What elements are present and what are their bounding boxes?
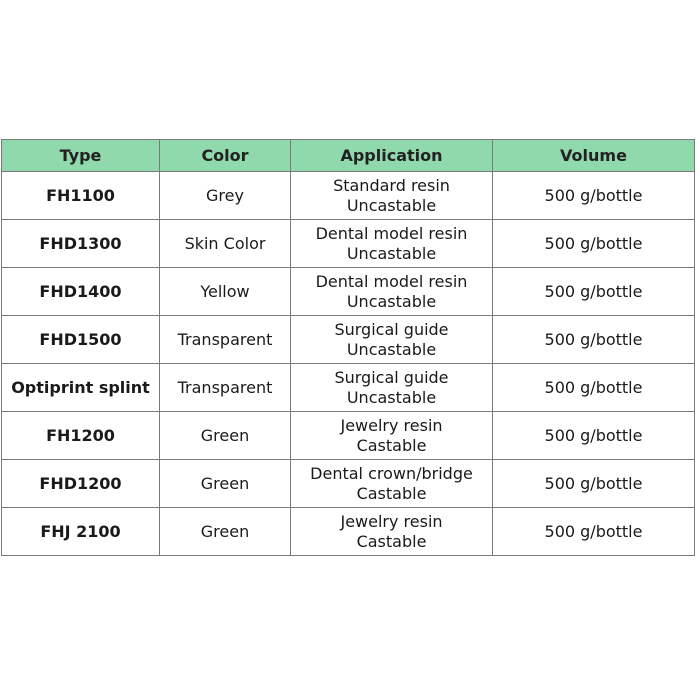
color-cell: Green bbox=[160, 460, 291, 508]
table-row bbox=[2, 220, 695, 268]
volume-cell: 500 g/bottle bbox=[493, 460, 695, 508]
table-row bbox=[2, 364, 695, 412]
color-cell: Green bbox=[160, 412, 291, 460]
type-cell: FH1200 bbox=[2, 412, 160, 460]
type-cell: FHD1200 bbox=[2, 460, 160, 508]
application-cell bbox=[291, 508, 493, 556]
header-type: Type bbox=[2, 140, 160, 172]
color-cell: Transparent bbox=[160, 316, 291, 364]
table-body bbox=[2, 172, 695, 556]
table-row bbox=[2, 508, 695, 556]
table-row bbox=[2, 172, 695, 220]
type-cell: Optiprint splint bbox=[2, 364, 160, 412]
application-line: Surgical guide bbox=[334, 367, 449, 387]
type-cell: FHD1400 bbox=[2, 268, 160, 316]
application-castability: Castable bbox=[356, 483, 427, 503]
application-castability: Uncastable bbox=[346, 387, 437, 407]
header-volume: Volume bbox=[493, 140, 695, 172]
application-cell bbox=[291, 172, 493, 220]
table-row bbox=[2, 316, 695, 364]
application-line: Jewelry resin bbox=[340, 511, 443, 531]
application-line: Jewelry resin bbox=[340, 415, 443, 435]
resin-spec-table bbox=[1, 139, 695, 556]
table-header bbox=[2, 140, 695, 172]
application-cell bbox=[291, 460, 493, 508]
type-cell: FHD1300 bbox=[2, 220, 160, 268]
table-row bbox=[2, 460, 695, 508]
application-castability: Uncastable bbox=[346, 339, 437, 359]
application-castability: Castable bbox=[356, 435, 427, 455]
volume-cell: 500 g/bottle bbox=[493, 316, 695, 364]
volume-cell: 500 g/bottle bbox=[493, 268, 695, 316]
color-cell: Skin Color bbox=[160, 220, 291, 268]
application-castability: Uncastable bbox=[346, 243, 437, 263]
application-cell bbox=[291, 316, 493, 364]
application-cell bbox=[291, 412, 493, 460]
header-application: Application bbox=[291, 140, 493, 172]
header-row bbox=[2, 140, 695, 172]
volume-cell: 500 g/bottle bbox=[493, 412, 695, 460]
application-line: Dental model resin bbox=[315, 271, 468, 291]
application-castability: Castable bbox=[356, 531, 427, 551]
color-cell: Transparent bbox=[160, 364, 291, 412]
application-cell bbox=[291, 268, 493, 316]
volume-cell: 500 g/bottle bbox=[493, 220, 695, 268]
color-cell: Grey bbox=[160, 172, 291, 220]
application-line: Dental model resin bbox=[315, 223, 468, 243]
application-cell bbox=[291, 364, 493, 412]
table-row bbox=[2, 412, 695, 460]
application-line: Surgical guide bbox=[334, 319, 449, 339]
volume-cell: 500 g/bottle bbox=[493, 508, 695, 556]
application-castability: Uncastable bbox=[346, 195, 437, 215]
application-line: Dental crown/bridge bbox=[310, 463, 473, 483]
color-cell: Green bbox=[160, 508, 291, 556]
header-color: Color bbox=[160, 140, 291, 172]
color-cell: Yellow bbox=[160, 268, 291, 316]
type-cell: FH1100 bbox=[2, 172, 160, 220]
type-cell: FHD1500 bbox=[2, 316, 160, 364]
type-cell: FHJ 2100 bbox=[2, 508, 160, 556]
application-castability: Uncastable bbox=[346, 291, 437, 311]
application-cell bbox=[291, 220, 493, 268]
volume-cell: 500 g/bottle bbox=[493, 172, 695, 220]
table-row bbox=[2, 268, 695, 316]
volume-cell: 500 g/bottle bbox=[493, 364, 695, 412]
application-line: Standard resin bbox=[333, 175, 450, 195]
